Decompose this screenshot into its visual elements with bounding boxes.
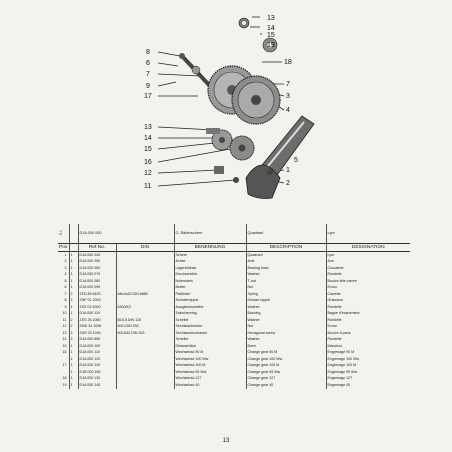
ref-no-cell: D1A 000 650 xyxy=(78,337,116,344)
benennung-cell: Wechselrad 100 M xyxy=(174,363,246,370)
svg-text:18: 18 xyxy=(284,59,292,66)
designation-cell: Engrenage 90 M xyxy=(327,350,355,355)
pos-cell: 3 xyxy=(58,265,69,272)
ref-no-cell: ZSR 33 1030 xyxy=(78,330,116,337)
table-row xyxy=(58,252,410,259)
svg-text:9: 9 xyxy=(146,83,150,90)
pos-cell: 13 xyxy=(58,330,69,337)
description-cell: Washer xyxy=(246,272,326,279)
benennung-cell: Zwischenring xyxy=(174,311,246,318)
qty-cell: 1 xyxy=(69,343,78,350)
group-number: D1A 000 000 xyxy=(78,224,174,244)
description-cell: Washer xyxy=(246,304,326,311)
parts-list-table xyxy=(58,224,410,389)
svg-text:4: 4 xyxy=(286,107,290,114)
description-cell: Change gear 127 xyxy=(246,376,326,383)
din-cell: 6300/K2 xyxy=(116,304,174,311)
qty-cell: 1 xyxy=(69,265,78,272)
ref-no-cell: ZSS 25 1050 xyxy=(78,317,116,324)
pos-cell: 19 xyxy=(58,382,69,389)
ref-no-cell: D1A 000 100 xyxy=(78,343,116,350)
designation-cell: Manchon xyxy=(327,343,343,348)
benennung-cell: Wechselrad 90 M xyxy=(174,350,246,357)
description-cell: Bushing xyxy=(246,311,326,318)
ref-no-cell: D1A 000 090 xyxy=(78,285,116,292)
pos-cell: 12 xyxy=(58,324,69,331)
ref-no-cell: D1A 000 040 xyxy=(78,252,116,259)
ref-no-cell: D1A 000 080 xyxy=(78,278,116,285)
qty-cell: 2 xyxy=(69,291,78,298)
benennung-cell: Ausgleichscheibe xyxy=(174,304,246,311)
description-cell: Bearing bush xyxy=(246,265,326,272)
benennung-cell: Sechskantschraube xyxy=(174,330,246,337)
benennung-cell: Mutter xyxy=(174,285,246,292)
designation-cell: Engrenage 95 Ww xyxy=(327,369,358,374)
benennung-cell: Scheibe xyxy=(174,337,246,344)
svg-text:13: 13 xyxy=(267,15,275,22)
column-vertical-label: 9-1 xyxy=(59,229,63,235)
group-name-de: G. Räderschere xyxy=(174,224,246,244)
svg-text:14: 14 xyxy=(144,135,152,142)
qty-cell: 1 xyxy=(69,304,78,311)
ref-no-cell: D1A 000 070 xyxy=(78,272,116,279)
description-cell: Grease nipple xyxy=(246,298,326,305)
pos-cell: 18 xyxy=(58,376,69,383)
benennung-cell: Lagerbüchse xyxy=(174,265,246,272)
qty-cell: 1 xyxy=(69,382,78,389)
benennung-cell: Scheibe xyxy=(174,317,246,324)
ref-no-cell: ZNP 01 2000 xyxy=(78,298,116,305)
svg-text:8: 8 xyxy=(146,49,150,56)
svg-text:6: 6 xyxy=(146,60,150,67)
description-cell: Change gear 100 M xyxy=(246,363,326,370)
description-cell: Axle xyxy=(246,259,326,266)
col-benennung: BENENNUNG xyxy=(174,244,246,252)
benennung-cell: Schmiernippel xyxy=(174,298,246,305)
description-cell: Quadrant xyxy=(246,252,326,259)
designation-cell: Boulon tête carrée xyxy=(327,278,357,283)
designation-cell: Rondelle xyxy=(327,317,342,322)
svg-text:17: 17 xyxy=(144,93,152,100)
designation-cell: Coussinet xyxy=(327,265,344,270)
ref-no-cell: D1B 000 180 xyxy=(78,369,116,376)
designation-cell: Lyre xyxy=(327,252,335,257)
ref-no-cell: D1A 000 050 xyxy=(78,259,116,266)
benennung-cell: Paßfeder xyxy=(174,291,246,298)
description-cell: Nut xyxy=(246,324,326,331)
pos-cell: 8 xyxy=(58,298,69,305)
designation-cell: Clavette xyxy=(327,291,341,296)
description-cell: Bush xyxy=(246,343,326,350)
qty-cell: 1 xyxy=(69,272,78,279)
designation-cell: Engrenage 100 M xyxy=(327,363,357,368)
description-cell: Spring xyxy=(246,291,326,298)
qty-cell: 2 xyxy=(69,324,78,331)
ref-no-cell: D1A 000 060 xyxy=(78,265,116,272)
qty-cell: 1 xyxy=(69,376,78,383)
table-row xyxy=(58,382,410,389)
din-cell xyxy=(116,252,174,259)
svg-text:1: 1 xyxy=(286,167,290,174)
svg-text:5: 5 xyxy=(294,157,298,164)
svg-text:13: 13 xyxy=(144,124,152,131)
qty-cell: 1 xyxy=(69,259,78,266)
qty-cell: 1 xyxy=(69,363,78,370)
designation-cell: Graisseur xyxy=(327,298,344,303)
svg-text:14: 14 xyxy=(267,25,275,32)
ref-no-cell: D1A 000 110 xyxy=(78,311,116,318)
svg-text:3: 3 xyxy=(286,93,290,100)
benennung-cell: Distanzhülse xyxy=(174,343,246,350)
qty-cell: 1 xyxy=(69,356,78,363)
benennung-cell: Wechselrad 95 Ww xyxy=(174,369,246,376)
ref-no-cell: D1A 000 130 xyxy=(78,363,116,370)
svg-text:16: 16 xyxy=(144,159,152,166)
pos-cell: 14 xyxy=(58,337,69,344)
change-gear-large-2 xyxy=(232,76,280,124)
callout-numbers-left xyxy=(144,49,152,190)
benennung-cell: Nutenstein xyxy=(174,278,246,285)
col-designation: DESIGNATION xyxy=(326,244,410,252)
svg-text:12: 12 xyxy=(144,170,152,177)
description-cell: T-nut xyxy=(246,278,326,285)
qty-cell: 1 xyxy=(69,350,78,357)
col-ref-no: Ref.No. xyxy=(78,244,116,252)
ref-no-cell: D1A 000 120 xyxy=(78,356,116,363)
pos-cell: 1 xyxy=(58,252,69,259)
description-cell: Washer xyxy=(246,337,326,344)
pos-cell: 2 xyxy=(58,259,69,266)
qty-cell: 1 xyxy=(69,285,78,292)
designation-cell: Rondelle xyxy=(327,272,342,277)
description-cell: Hexagonal screw xyxy=(246,330,326,337)
benennung-cell: Druckscheibe xyxy=(174,272,246,279)
qty-cell: 1 xyxy=(69,369,78,376)
svg-text:15: 15 xyxy=(267,32,275,39)
qty-cell: 2 xyxy=(69,337,78,344)
quadrant-arm xyxy=(246,116,314,199)
svg-text:7: 7 xyxy=(146,71,150,78)
ref-no-cell: D1A 000 110 xyxy=(78,350,116,357)
parts-list-sheet xyxy=(58,224,410,432)
benennung-cell: Schere xyxy=(174,252,246,259)
ref-no-cell: ZMU 34 1006 xyxy=(78,324,116,331)
svg-text:19: 19 xyxy=(267,42,275,49)
benennung-cell: Wechselrad 40 xyxy=(174,382,246,389)
pos-cell: 17 xyxy=(58,363,69,370)
ref-no-cell: D1A 000 140 xyxy=(78,382,116,389)
ref-no-cell: ZSS 02 6300 xyxy=(78,304,116,311)
benennung-cell: Wechselrad 100 Ww xyxy=(174,356,246,363)
din-cell: A6x4x20 DIN 6885 xyxy=(116,291,174,298)
table-group-header xyxy=(58,224,410,244)
pos-cell: 5 xyxy=(58,278,69,285)
svg-text:15: 15 xyxy=(144,146,152,153)
din-cell: M10 DIN 934 xyxy=(116,324,174,331)
description-cell: Change gear 90 M xyxy=(246,350,326,357)
pos-cell: 7 xyxy=(58,291,69,298)
description-cell: Nut xyxy=(246,285,326,292)
qty-cell: 1 xyxy=(69,278,78,285)
page-number: 13 xyxy=(222,438,230,444)
designation-cell: Rondelle xyxy=(327,337,342,342)
group-name-en: Quadrant xyxy=(246,224,326,244)
svg-text:7: 7 xyxy=(286,81,290,88)
din-cell xyxy=(116,382,174,389)
col-pos: Pos xyxy=(59,244,68,250)
group-name-fr: Lyre xyxy=(326,224,410,244)
table-column-header xyxy=(58,244,410,252)
benennung-cell: Achse xyxy=(174,259,246,266)
din-cell: B10,5 DIN 125 xyxy=(116,317,174,324)
ref-no-cell: ZFD 85 6420 xyxy=(78,291,116,298)
svg-text:11: 11 xyxy=(144,183,152,190)
pos-cell: 6 xyxy=(58,285,69,292)
din-cell: M10x30 DIN 933 xyxy=(116,330,174,337)
ref-no-cell: D1A 000 130 xyxy=(78,376,116,383)
benennung-cell: Wechselrad 127 xyxy=(174,376,246,383)
description-cell: Change gear 40 xyxy=(246,382,326,389)
designation-cell: Bague d'écartement xyxy=(327,311,360,316)
qty-cell: 1 xyxy=(69,311,78,318)
benennung-cell: Sechskantmutter xyxy=(174,324,246,331)
qty-cell: 2 xyxy=(69,317,78,324)
col-description: DESCRIPTION xyxy=(246,244,326,252)
designation-cell: Axe xyxy=(327,259,334,264)
col-din: DIN xyxy=(116,244,174,252)
pos-cell: 11 xyxy=(58,317,69,324)
description-cell: Change gear 95 Ww xyxy=(246,369,326,376)
qty-cell: 2 xyxy=(69,330,78,337)
svg-text:2: 2 xyxy=(286,180,290,187)
designation-cell: Engrenage 127 xyxy=(327,376,353,381)
pos-cell: 4 xyxy=(58,272,69,279)
pos-cell: 9 xyxy=(58,304,69,311)
qty-cell: 2 xyxy=(69,298,78,305)
pos-cell: 15 xyxy=(58,343,69,350)
designation-cell: Ecrou xyxy=(327,324,337,329)
pos-cell: 10 xyxy=(58,311,69,318)
designation-cell: Boulon 6 pans xyxy=(327,330,351,335)
designation-cell: Ecrou xyxy=(327,285,337,290)
description-cell: Change gear 100 Ww xyxy=(246,356,326,363)
qty-cell: 1 xyxy=(69,252,78,259)
pos-cell: 16 xyxy=(58,350,69,357)
description-cell: Washer xyxy=(246,317,326,324)
designation-cell: Engrenage 40 xyxy=(327,382,351,387)
shaft-assembly-left xyxy=(179,53,210,86)
designation-cell: Rondelle xyxy=(327,304,342,309)
designation-cell: Engrenage 100 Ww xyxy=(327,356,360,361)
